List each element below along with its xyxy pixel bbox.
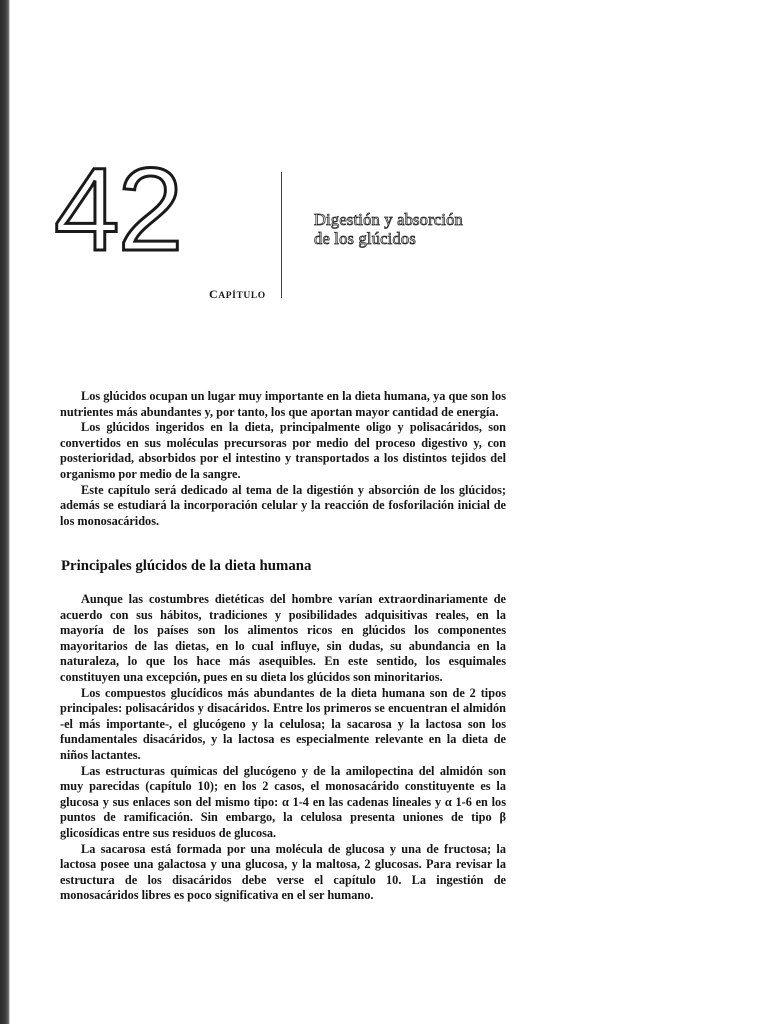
- chapter-number: 42: [54, 144, 182, 276]
- chapter-title-line-2: de los glúcidos: [314, 229, 416, 248]
- title-divider: [281, 172, 282, 298]
- body-paragraph: Los compuestos glucídicos más abundantes de la dieta humana son de 2 tipos principales: polisacáridos y disacáridos. Entre los primeros se encuentran el almidón -el más importante-, el glucógeno y la celulosa; la sacarosa y la lactosa son los fundamentales disacáridos, y la lactosa es especialmente relevante en la dieta de niños lactantes.: [60, 685, 506, 762]
- intro-paragraph: Los glúcidos ingeridos en la dieta, principalmente oligo y polisacáridos, son convertidos en sus moléculas precursoras por medio del proceso digestivo y, con posterioridad, absorbidos por el intestino y transportados a los distintos tejidos del organismo por medio de la sangre.: [60, 420, 506, 481]
- chapter-label-rest: APÍTULO: [218, 291, 266, 301]
- chapter-label: [209, 287, 279, 302]
- chapter-title-line-1: Digestión y absorción: [314, 210, 464, 229]
- body-paragraph: La sacarosa está formada por una molécula de glucosa y una de fructosa; la lactosa posee una galactosa y una glucosa, y la maltosa, 2 glucosas. Para revisar la estructura de los disacáridos debe verse el capítulo 10. La ingestión de monosacáridos libres es poco significativa en el ser humano.: [60, 841, 506, 903]
- scan-left-edge-shadow: [0, 0, 10, 1024]
- section-body-text: [60, 592, 506, 904]
- section-heading: Principales glúcidos de la dieta humana: [61, 558, 312, 574]
- body-paragraph: Aunque las costumbres dietéticas del hombre varían extraordinariamente de acuerdo con sus hábitos, tradiciones y posibilidades adquisitivas reales, en la mayoría de los países son los alimentos ricos en glúcidos los componentes mayoritarios de las dietas, en lo cual influye, sin dudas, su abundancia en la naturaleza, lo que los hace más asequibles. En este sentido, los esquimales constituyen una excepción, pues en su dieta los glúcidos son minoritarios.: [60, 592, 506, 684]
- chapter-label-initial: C: [209, 287, 219, 301]
- intro-paragraph: Los glúcidos ocupan un lugar muy importante en la dieta humana, ya que son los nutrientes más abundantes y, por tanto, los que aportan mayor cantidad de energía.: [60, 389, 506, 419]
- intro-text: [60, 389, 506, 529]
- body-paragraph: Las estructuras químicas del glucógeno y de la amilopectina del almidón son muy parecidas (capítulo 10); en los 2 casos, el monosacárido constituyente es la glucosa y sus enlaces son del mismo tipo: α 1-4 en las cadenas lineales y α 1-6 en los puntos de ramificación. Sin embargo, la celulosa presenta uniones de tipo β glicosídicas entre sus residuos de glucosa.: [60, 763, 506, 840]
- chapter-title: [314, 210, 554, 248]
- intro-paragraph: Este capítulo será dedicado al tema de la digestión y absorción de los glúcidos; además se estudiará la incorporación celular y la reacción de fosforilación inicial de los monosacáridos.: [60, 482, 506, 528]
